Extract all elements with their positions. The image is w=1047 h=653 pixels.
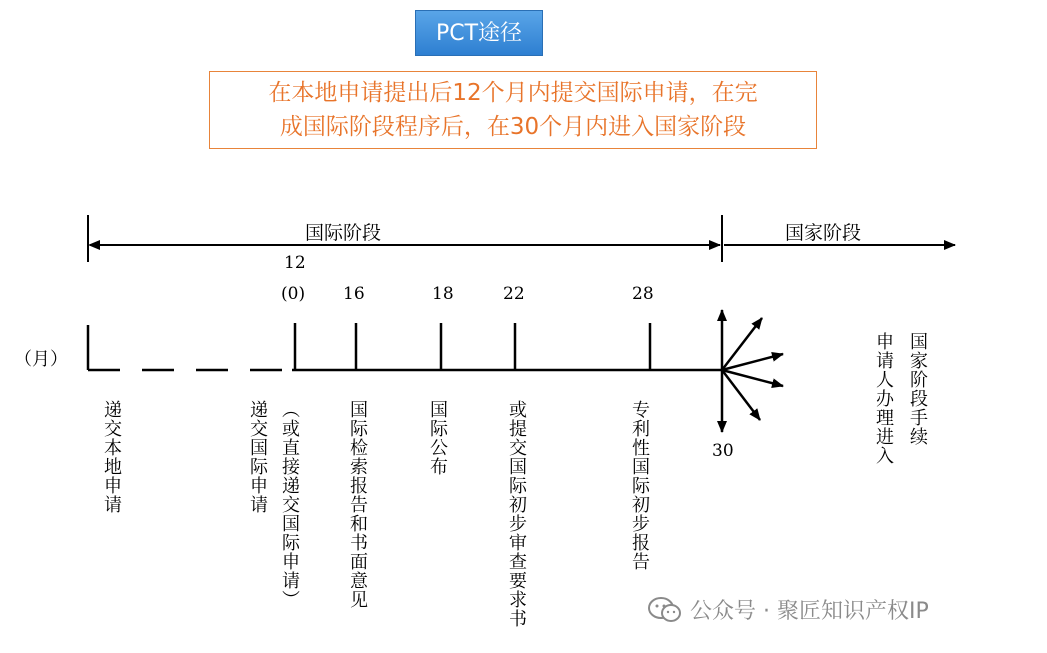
event-patentability-report: 专利性国际初步报告	[629, 400, 650, 571]
tick-label-0: (0)	[281, 284, 306, 304]
summary-line-2: 成国际阶段程序后，在30个月内进入国家阶段	[279, 114, 747, 140]
event-intl-filing: 递交国际申请	[247, 400, 268, 514]
watermark-text: 公众号 · 聚匠知识产权IP	[690, 599, 929, 624]
event-search-report: 国际检索报告和书面意见	[347, 400, 368, 609]
summary-line-1: 在本地申请提出后12个月内提交国际申请，在完	[268, 80, 758, 106]
tick-label-16: 16	[343, 284, 365, 304]
tick-label-18: 18	[432, 284, 454, 304]
unit-label: （月）	[14, 349, 68, 370]
tick-label-22: 22	[503, 284, 525, 304]
tick-label-30: 30	[712, 441, 734, 461]
international-phase-arrow-left-head	[88, 240, 100, 250]
watermark	[648, 594, 929, 625]
event-national-procedures: 国家阶段手续	[907, 332, 928, 446]
tick-label-12: 12	[284, 253, 306, 273]
wechat-icon	[648, 597, 682, 623]
tick-label-28: 28	[632, 284, 654, 304]
national-phase-label: 国家阶段	[785, 222, 862, 244]
event-publication: 国际公布	[427, 400, 448, 476]
event-direct-filing: （或直接递交国际申请）	[279, 400, 300, 609]
event-local-filing: 递交本地申请	[101, 400, 122, 514]
international-phase-label: 国际阶段	[305, 222, 382, 244]
event-applicant-entry: 申请人办理进入	[873, 332, 894, 465]
title-badge: PCT途径	[415, 10, 543, 56]
event-prelim-exam-request: 或提交国际初步审查要求书	[506, 400, 527, 628]
